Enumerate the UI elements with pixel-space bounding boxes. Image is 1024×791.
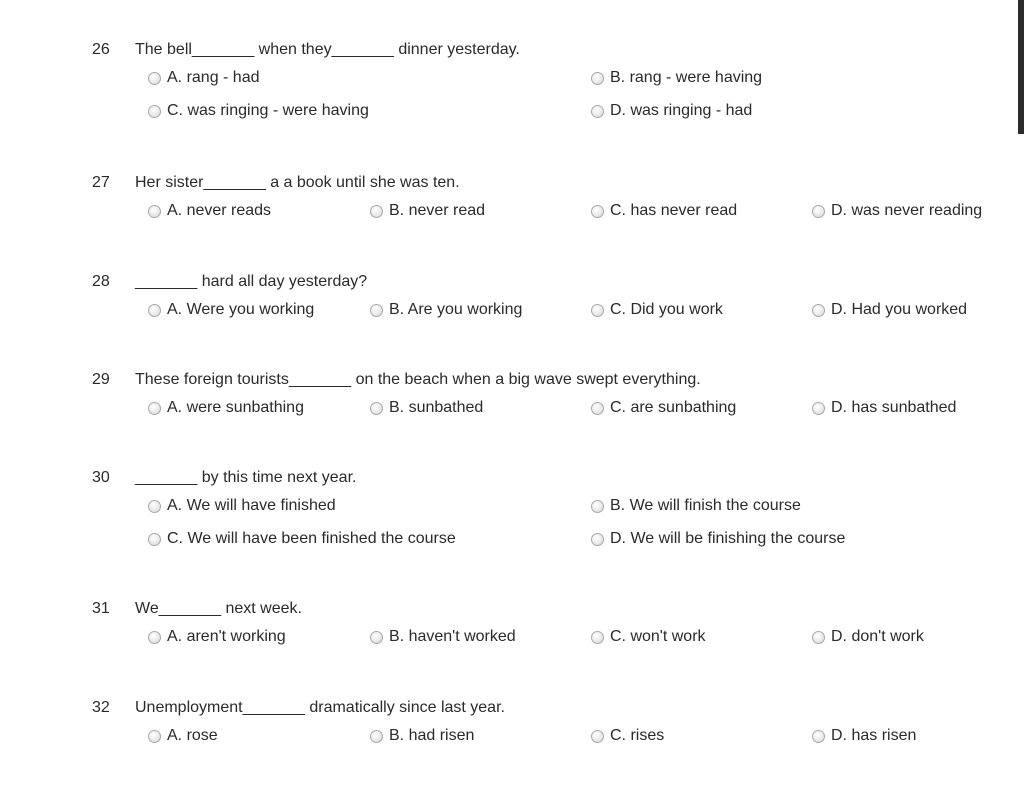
- option-label: C. are sunbathing: [610, 399, 737, 416]
- option-d[interactable]: [591, 527, 845, 551]
- option-label: C. rises: [610, 727, 665, 744]
- radio-button[interactable]: [370, 402, 383, 415]
- option-d[interactable]: [812, 298, 967, 322]
- option-d[interactable]: [812, 625, 924, 649]
- option-b[interactable]: [370, 298, 522, 322]
- option-label: A. rose: [167, 727, 218, 744]
- option-label: B. Are you working: [389, 301, 523, 318]
- radio-button[interactable]: [148, 631, 161, 644]
- radio-button[interactable]: [148, 205, 161, 218]
- option-a[interactable]: [148, 625, 286, 649]
- option-label: A. aren't working: [167, 628, 286, 645]
- option-label: D. Had you worked: [831, 301, 968, 318]
- question-stem: Her sister_______ a a book until she was ten.: [135, 174, 460, 191]
- option-label: B. sunbathed: [389, 399, 484, 416]
- option-d[interactable]: [812, 724, 916, 748]
- option-b[interactable]: [370, 625, 516, 649]
- radio-button[interactable]: [148, 105, 161, 118]
- option-a[interactable]: [148, 724, 218, 748]
- question-stem: The bell_______ when they_______ dinner yesterday.: [135, 41, 520, 58]
- option-d[interactable]: [812, 396, 956, 420]
- option-b[interactable]: [370, 199, 485, 223]
- radio-button[interactable]: [812, 304, 825, 317]
- option-label: D. was never reading: [831, 202, 983, 219]
- radio-button[interactable]: [812, 402, 825, 415]
- option-label: B. rang - were having: [610, 69, 763, 86]
- radio-button[interactable]: [812, 205, 825, 218]
- option-label: C. We will have been finished the course: [167, 530, 456, 547]
- radio-button[interactable]: [148, 72, 161, 85]
- radio-button[interactable]: [812, 730, 825, 743]
- option-label: D. don't work: [831, 628, 924, 645]
- option-c[interactable]: [591, 724, 664, 748]
- radio-button[interactable]: [591, 500, 604, 513]
- radio-button[interactable]: [148, 500, 161, 513]
- option-b[interactable]: [370, 396, 483, 420]
- option-label: A. Were you working: [167, 301, 315, 318]
- option-a[interactable]: [148, 494, 336, 518]
- option-label: B. never read: [389, 202, 486, 219]
- radio-button[interactable]: [591, 402, 604, 415]
- question-stem: _______ hard all day yesterday?: [135, 273, 368, 290]
- option-b[interactable]: [591, 494, 801, 518]
- option-b[interactable]: [591, 66, 762, 90]
- option-label: A. rang - had: [167, 69, 260, 86]
- question-stem: We_______ next week.: [135, 600, 302, 617]
- question-number: 27: [92, 174, 110, 191]
- question-stem: _______ by this time next year.: [135, 469, 357, 486]
- radio-button[interactable]: [591, 105, 604, 118]
- question-number: 30: [92, 469, 110, 486]
- option-label: C. Did you work: [610, 301, 723, 318]
- radio-button[interactable]: [148, 730, 161, 743]
- question-number: 26: [92, 41, 110, 58]
- question-stem: Unemployment_______ dramatically since last year.: [135, 699, 505, 716]
- option-c[interactable]: [148, 527, 456, 551]
- radio-button[interactable]: [591, 72, 604, 85]
- option-b[interactable]: [370, 724, 474, 748]
- option-a[interactable]: [148, 66, 260, 90]
- option-c[interactable]: [591, 298, 723, 322]
- radio-button[interactable]: [591, 533, 604, 546]
- option-label: D. was ringing - had: [610, 102, 753, 119]
- question-number: 28: [92, 273, 110, 290]
- option-a[interactable]: [148, 298, 314, 322]
- radio-button[interactable]: [591, 631, 604, 644]
- radio-button[interactable]: [148, 402, 161, 415]
- question-number: 29: [92, 371, 110, 388]
- option-a[interactable]: [148, 199, 271, 223]
- option-d[interactable]: [591, 99, 752, 123]
- question-number: 31: [92, 600, 110, 617]
- radio-button[interactable]: [148, 304, 161, 317]
- question-stem: These foreign tourists_______ on the beach when a big wave swept everything.: [135, 371, 701, 388]
- option-label: C. was ringing - were having: [167, 102, 369, 119]
- option-label: D. We will be finishing the course: [610, 530, 846, 547]
- option-d[interactable]: [812, 199, 982, 223]
- option-c[interactable]: [148, 99, 369, 123]
- radio-button[interactable]: [591, 304, 604, 317]
- option-label: C. won't work: [610, 628, 706, 645]
- radio-button[interactable]: [370, 205, 383, 218]
- radio-button[interactable]: [148, 533, 161, 546]
- question-number: 32: [92, 699, 110, 716]
- scrollbar-thumb[interactable]: [1018, 0, 1024, 134]
- option-label: D. has risen: [831, 727, 917, 744]
- radio-button[interactable]: [370, 730, 383, 743]
- option-label: A. were sunbathing: [167, 399, 304, 416]
- option-label: B. haven't worked: [389, 628, 516, 645]
- option-label: D. has sunbathed: [831, 399, 957, 416]
- option-label: C. has never read: [610, 202, 738, 219]
- option-label: B. had risen: [389, 727, 475, 744]
- option-label: B. We will finish the course: [610, 497, 801, 514]
- radio-button[interactable]: [370, 631, 383, 644]
- option-label: A. never reads: [167, 202, 272, 219]
- radio-button[interactable]: [591, 730, 604, 743]
- option-c[interactable]: [591, 625, 706, 649]
- option-label: A. We will have finished: [167, 497, 336, 514]
- radio-button[interactable]: [591, 205, 604, 218]
- option-c[interactable]: [591, 396, 736, 420]
- option-a[interactable]: [148, 396, 304, 420]
- radio-button[interactable]: [370, 304, 383, 317]
- option-c[interactable]: [591, 199, 737, 223]
- radio-button[interactable]: [812, 631, 825, 644]
